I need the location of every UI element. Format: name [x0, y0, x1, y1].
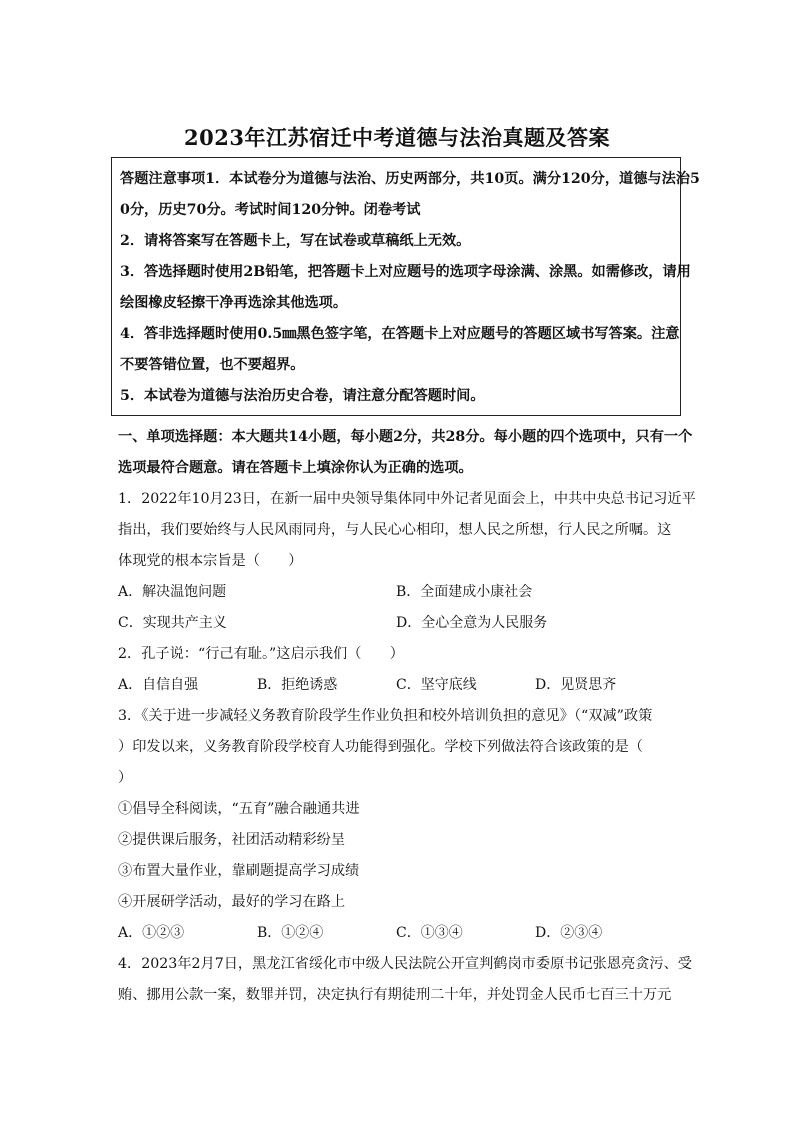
- notice-box: [111, 157, 700, 416]
- q3-options-row: [118, 918, 688, 949]
- q3-item: ②提供课后服务，社团活动精彩纷呈: [118, 832, 346, 848]
- q1-stem: 指出，我们要始终与人民风雨同舟，与人民心心相印，想人民之所想，行人民之所嘱。这: [118, 522, 672, 538]
- q2-option-a: A．自信自强: [118, 677, 199, 693]
- notice-line: 0分，历史70分。考试时间120分钟。闭卷考试: [120, 202, 421, 218]
- question-body: [118, 422, 696, 1011]
- q3-item: ③布置大量作业，靠刷题提高学习成绩: [118, 863, 360, 879]
- notice-line: 答题注意事项1．本试卷分为道德与法治、历史两部分，共10页。满分120分，道德与法治5: [120, 171, 700, 187]
- q3-item: ④开展研学活动，最好的学习在路上: [118, 894, 346, 910]
- q3-stem: ）印发以来，义务教育阶段学校育人功能得到强化。学校下列做法符合该政策的是（: [118, 739, 643, 755]
- notice-line: 5．本试卷为道德与法治历史合卷，请注意分配答题时间。: [120, 388, 485, 404]
- q2-options-row: [118, 670, 688, 701]
- q1-option-a: A．解决温饱问题: [118, 584, 227, 600]
- q1-option-c: C．实现共产主义: [118, 615, 227, 631]
- q4-stem: 4．2023年2月7日，黑龙江省绥化市中级人民法院公开宣判鹤岗市委原书记张恩亮贪污、受: [118, 956, 692, 972]
- q2-option-b: B．拒绝诱惑: [257, 677, 338, 693]
- page-title: 2023年江苏宿迁中考道德与法治真题及答案: [184, 125, 610, 150]
- q2-stem: 2．孔子说：“行己有耻。”这启示我们（ ）: [118, 646, 404, 662]
- q3-item: ①倡导全科阅读，“五育”融合融通共进: [118, 801, 360, 817]
- q1-stem: 体现党的根本宗旨是（ ）: [118, 553, 303, 569]
- section-heading: 一、单项选择题：本大题共14小题，每小题2分，共28分。每小题的四个选项中，只有一个: [118, 429, 693, 445]
- notice-line: 绘图橡皮轻擦干净再选涂其他选项。: [120, 295, 348, 311]
- q2-option-c: C．坚守底线: [396, 677, 477, 693]
- q1-stem: 1．2022年10月23日，在新一届中央领导集体同中外记者见面会上，中共中央总书记习近平: [118, 491, 696, 507]
- q1-options-row: [118, 577, 688, 608]
- q3-stem: ）: [118, 770, 133, 786]
- notice-line: 3．答选择题时使用2B铅笔，把答题卡上对应题号的选项字母涂满、涂黑。如需修改，请用: [120, 264, 691, 280]
- notice-line: 不要答错位置，也不要超界。: [120, 357, 305, 373]
- q3-stem: 3．《关于进一步减轻义务教育阶段学生作业负担和校外培训负担的意见》（“双减”政策: [118, 708, 653, 724]
- notice-line: 2．请将答案写在答题卡上，写在试卷或草稿纸上无效。: [120, 233, 471, 249]
- q3-option-c: C．①③④: [396, 925, 463, 941]
- q1-option-d: D．全心全意为人民服务: [396, 615, 548, 631]
- q4-stem: 贿、挪用公款一案，数罪并罚，决定执行有期徒刑二十年，并处罚金人民币七百三十万元: [118, 987, 672, 1003]
- q3-option-d: D．②③④: [535, 925, 603, 941]
- notice-line: 4．答非选择题时使用0.5㎜黑色签字笔，在答题卡上对应题号的答题区域书写答案。注意: [120, 326, 680, 342]
- q3-option-a: A．①②③: [118, 925, 185, 941]
- q1-option-b: B．全面建成小康社会: [396, 584, 533, 600]
- q1-options-row: [118, 608, 688, 639]
- q2-option-d: D．见贤思齐: [535, 677, 617, 693]
- section-heading: 选项最符合题意。请在答题卡上填涂你认为正确的选项。: [118, 460, 473, 476]
- q3-option-b: B．①②④: [257, 925, 324, 941]
